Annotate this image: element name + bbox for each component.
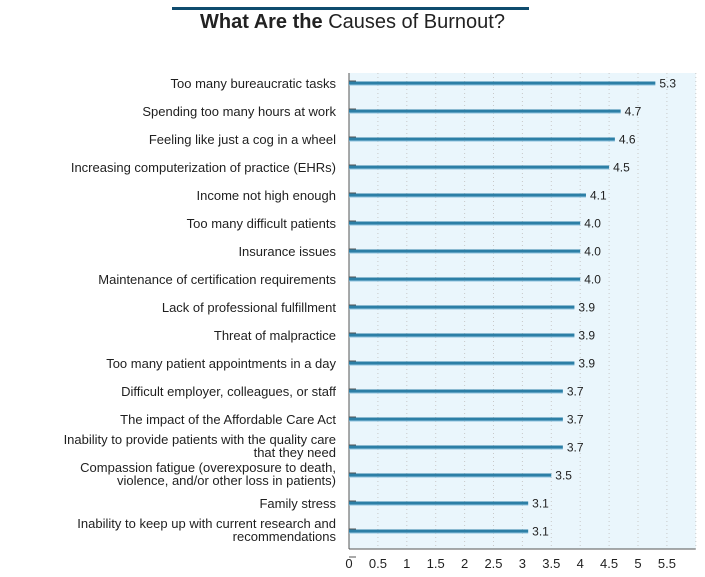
bar: [349, 418, 563, 421]
x-tick-label: 2: [460, 556, 469, 571]
bar: [349, 250, 580, 253]
bar: [349, 502, 528, 505]
bar: [349, 166, 609, 169]
category-label: Too many bureaucratic tasks: [170, 76, 336, 91]
bar: [349, 306, 574, 309]
bar-shadow: [349, 477, 551, 478]
value-label: 3.9: [578, 356, 596, 371]
value-label: 3.7: [566, 412, 584, 427]
x-tick-label: 1.5: [426, 556, 445, 571]
bar-shadow: [349, 85, 655, 86]
value-label: 3.9: [578, 300, 596, 315]
category-label: Insurance issues: [238, 244, 336, 259]
bar: [349, 474, 551, 477]
value-label: 4.0: [584, 216, 601, 231]
value-label: 4.0: [584, 244, 601, 259]
chart-title-bold: What Are the: [200, 11, 323, 33]
bar-shadow: [349, 113, 621, 114]
bar: [349, 82, 655, 85]
category-label: [64, 432, 336, 460]
bar-shadow: [349, 169, 609, 170]
value-label: 4.1: [589, 188, 607, 203]
category-label: Increasing computerization of practice (EHRs): [70, 160, 336, 175]
bar-shadow: [349, 141, 615, 142]
value-label: 3.7: [566, 384, 584, 399]
value-label: 3.1: [532, 524, 549, 539]
category-label: Threat of malpractice: [213, 328, 336, 343]
x-tick-label: 5.5: [657, 556, 676, 571]
category-label: Spending too many hours at work: [142, 104, 336, 119]
category-label: Income not high enough: [196, 188, 336, 203]
chart-title-rest: Causes of Burnout?: [328, 11, 505, 33]
bar-shadow: [349, 253, 580, 254]
category-label-line: Inability to provide patients with the quality care: [63, 432, 336, 447]
bar: [349, 194, 586, 197]
category-label: Difficult employer, colleagues, or staff: [121, 384, 336, 399]
x-tick-label: 0.5: [368, 556, 387, 571]
bar-shadow: [349, 421, 563, 422]
category-label: Too many difficult patients: [186, 216, 336, 231]
category-label-line: violence, and/or other loss in patients): [117, 473, 336, 488]
bar: [349, 334, 574, 337]
value-label: 3.7: [566, 440, 584, 455]
category-label: Maintenance of certification requirements: [98, 272, 336, 287]
bar: [349, 362, 574, 365]
category-label: Feeling like just a cog in a wheel: [148, 132, 336, 147]
x-tick-label: 4: [576, 556, 584, 571]
bar: [349, 110, 621, 113]
category-label: Lack of professional fulfillment: [161, 300, 336, 315]
category-label: Too many patient appointments in a day: [106, 356, 336, 371]
category-label: The impact of the Affordable Care Act: [120, 412, 336, 427]
x-tick-label: 1: [403, 556, 411, 571]
bar-shadow: [349, 533, 528, 534]
bar-shadow: [349, 505, 528, 506]
bar: [349, 530, 528, 533]
bar: [349, 390, 563, 393]
bar-shadow: [349, 309, 574, 310]
category-label-line: Compassion fatigue (overexposure to death,: [80, 460, 336, 475]
x-tick-label: 2.5: [484, 556, 503, 571]
bar-shadow: [349, 393, 563, 394]
category-label: Family stress: [259, 496, 336, 511]
bar: [349, 222, 580, 225]
bar-shadow: [349, 281, 580, 282]
category-label-line: Inability to keep up with current research and: [77, 516, 336, 531]
bar-shadow: [349, 449, 563, 450]
bar-shadow: [349, 197, 586, 198]
value-label: 3.5: [555, 468, 572, 483]
value-label: 4.0: [584, 272, 601, 287]
bar: [349, 446, 563, 449]
x-tick-label: 3: [518, 556, 527, 571]
x-tick-label: 0: [345, 556, 353, 571]
category-label: [80, 460, 336, 488]
value-label: 3.1: [532, 496, 549, 511]
bar: [349, 278, 580, 281]
value-label: 4.5: [613, 160, 630, 175]
value-label: 4.7: [624, 104, 642, 119]
bar-shadow: [349, 337, 574, 338]
x-tick-label: 4.5: [600, 556, 619, 571]
value-label: 4.6: [618, 132, 636, 147]
x-tick-label: 3.5: [542, 556, 561, 571]
chart-title: [0, 9, 705, 35]
category-label: [77, 516, 336, 544]
value-label: 3.9: [578, 328, 596, 343]
x-tick-label: 5: [634, 556, 642, 571]
bar-shadow: [349, 225, 580, 226]
category-label-line: recommendations: [232, 529, 336, 544]
category-label-line: that they need: [253, 445, 336, 460]
bar-shadow: [349, 365, 574, 366]
bar: [349, 138, 615, 141]
value-label: 5.3: [659, 76, 677, 91]
